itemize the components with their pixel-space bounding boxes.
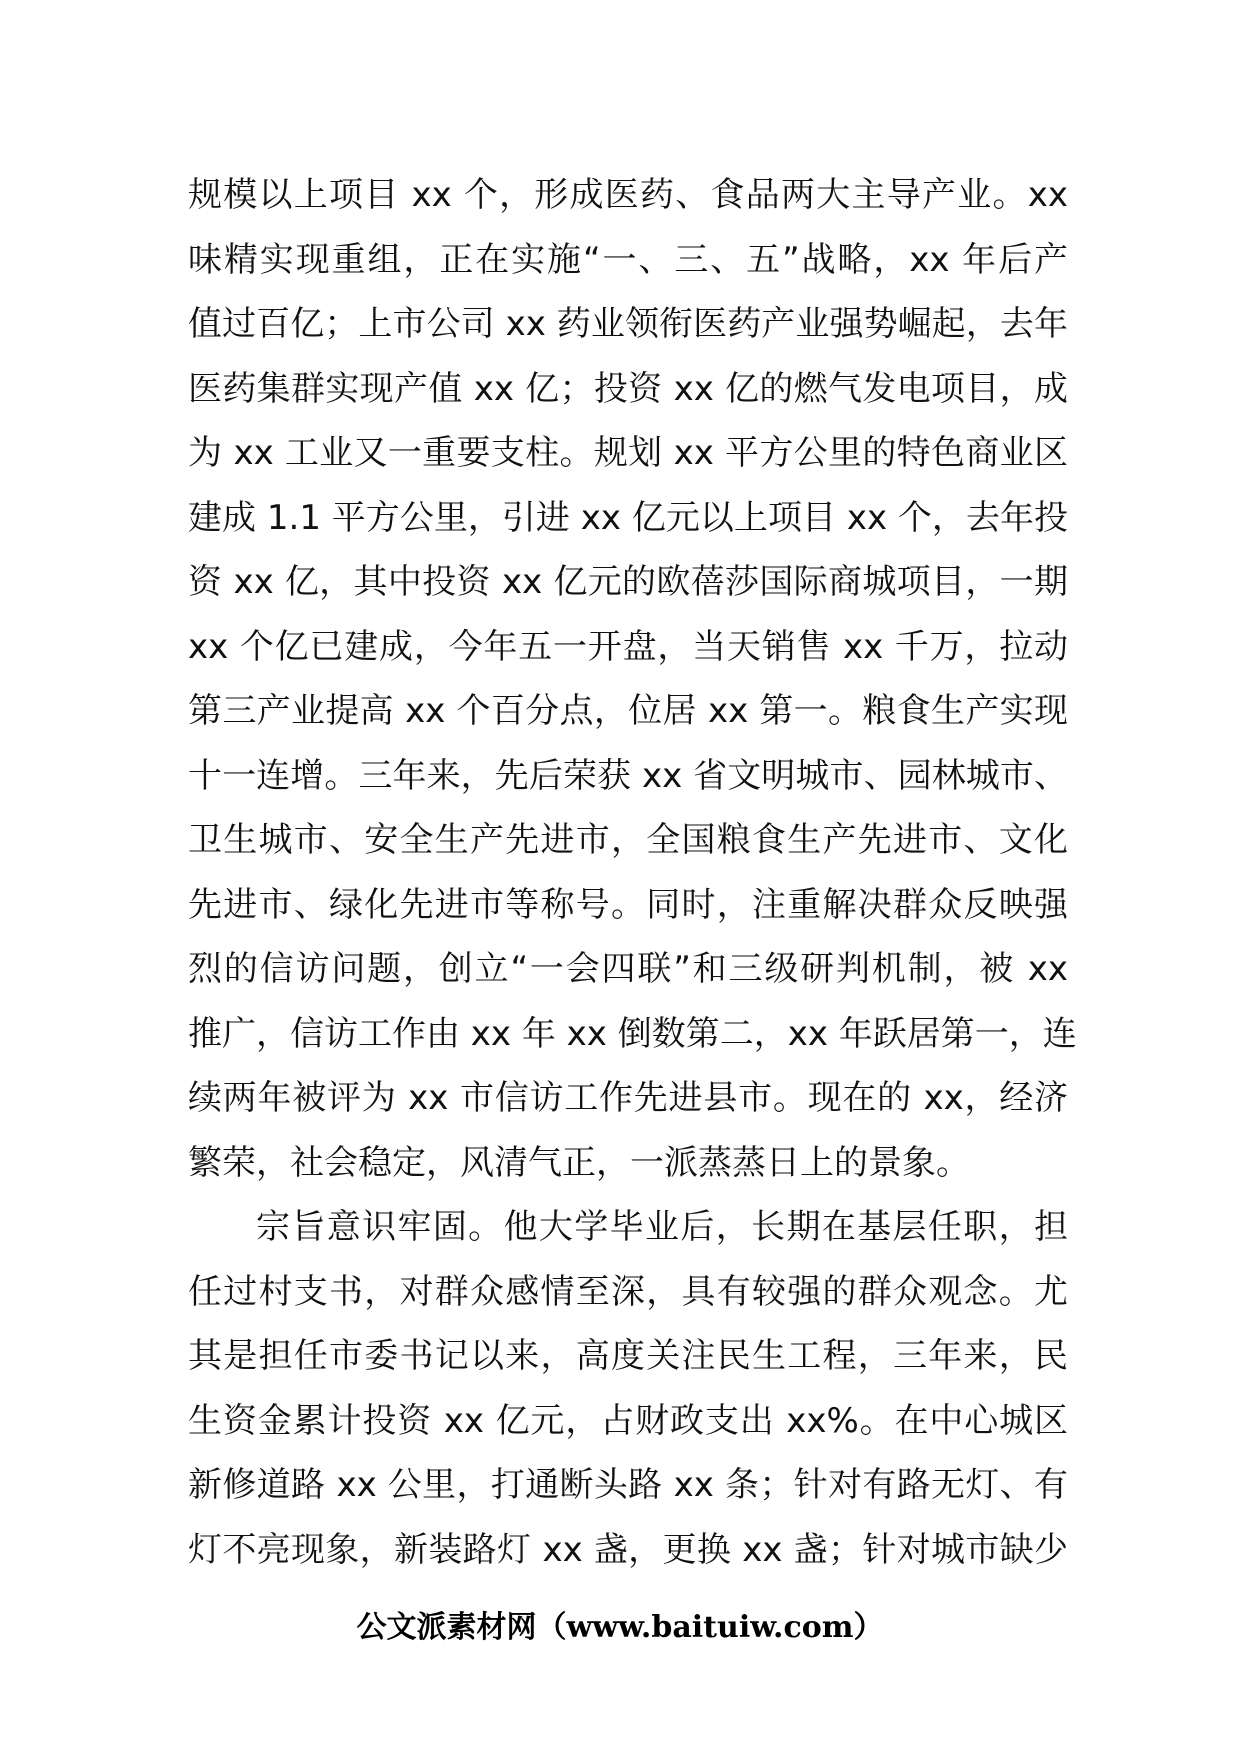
text-line: 其是担任市委书记以来，高度关注民生工程，三年来，民 [188, 1336, 1068, 1376]
text-line: 繁荣，社会稳定，风清气正，一派蒸蒸日上的景象。 [188, 1142, 970, 1183]
body-text [188, 163, 1077, 1582]
text-line: 第三产业提高 xx 个百分点，位居 xx 第一。粮食生产实现 [188, 691, 1068, 731]
text-line: 生资金累计投资 xx 亿元，占财政支出 xx%。在中心城区 [188, 1400, 1068, 1441]
footer-source: 公文派素材网（www.baituiw.com） [356, 1610, 884, 1645]
text-line: 资 xx 亿，其中投资 xx 亿元的欧蓓莎国际商城项目，一期 [188, 562, 1068, 602]
text-line: 卫生城市、安全生产先进市，全国粮食生产先进市、文化 [188, 820, 1068, 860]
text-line: 值过百亿；上市公司 xx 药业领衔医药产业强势崛起，去年 [188, 304, 1068, 344]
text-line: 味精实现重组，正在实施“一、三、五”战略，xx 年后产 [188, 239, 1068, 280]
text-line: 灯不亮现象，新装路灯 xx 盏，更换 xx 盏；针对城市缺少 [188, 1529, 1068, 1570]
text-line: 医药集群实现产值 xx 亿；投资 xx 亿的燃气发电项目，成 [188, 368, 1068, 409]
text-line: 续两年被评为 xx 市信访工作先进县市。现在的 xx，经济 [188, 1078, 1068, 1118]
paragraph-2 [188, 1195, 1068, 1582]
text-line: 建成 1.1 平方公里，引进 xx 亿元以上项目 xx 个，去年投 [188, 497, 1068, 538]
text-line: xx 个亿已建成，今年五一开盘，当天销售 xx 千万，拉动 [188, 626, 1068, 667]
text-line: 烈的信访问题，创立“一会四联”和三级研判机制，被 xx [188, 949, 1068, 989]
text-line: 新修道路 xx 公里，打通断头路 xx 条；针对有路无灯、有 [188, 1465, 1068, 1505]
text-line: 为 xx 工业又一重要支柱。规划 xx 平方公里的特色商业区 [188, 433, 1068, 473]
text-line: 宗旨意识牢固。他大学毕业后，长期在基层任职，担 [256, 1207, 1068, 1247]
text-line: 推广，信访工作由 xx 年 xx 倒数第二，xx 年跃居第一，连 [188, 1013, 1077, 1054]
paragraph-1 [188, 163, 1077, 1195]
text-line: 任过村支书，对群众感情至深，具有较强的群众观念。尤 [188, 1271, 1068, 1312]
text-line: 先进市、绿化先进市等称号。同时，注重解决群众反映强 [188, 884, 1068, 925]
text-line: 十一连增。三年来，先后荣获 xx 省文明城市、园林城市、 [188, 755, 1068, 796]
text-line: 规模以上项目 xx 个，形成医药、食品两大主导产业。xx [188, 175, 1068, 215]
